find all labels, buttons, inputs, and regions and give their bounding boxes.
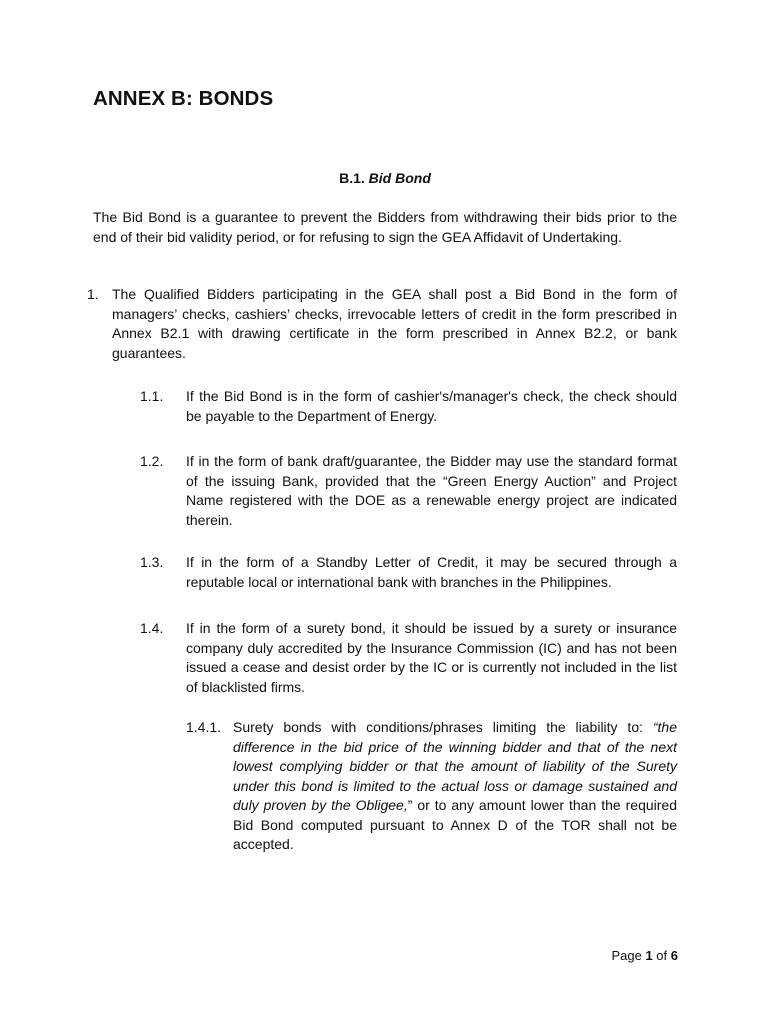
page-sep: of bbox=[656, 948, 668, 963]
page-total: 6 bbox=[670, 948, 678, 963]
subitem-1-4-1-text bbox=[233, 718, 677, 855]
item-1-text: The Qualified Bidders participating in the GEA shall post a Bid Bond in the form of managers’ checks, cashiers’ checks, irrevocable letters of credit in the form prescribed in Annex B2.1 with drawing certificate in the form prescribed in Annex B2.2, or bank guarantees. bbox=[112, 286, 677, 361]
subitem-1-2-number: 1.2. bbox=[140, 453, 164, 469]
subitem-1-2-text: If in the form of bank draft/guarantee, the Bidder may use the standard format of the issuing Bank, provided that the “Green Energy Auction” and Project Name registered with the DOE as a renewable energy project are indicated therein. bbox=[186, 453, 677, 528]
page-footer bbox=[611, 948, 678, 963]
subitem-1-4-1-number: 1.4.1. bbox=[186, 719, 222, 735]
subitem-1-4-1-quote: “the difference in the bid price of the winning bidder and that of the next lowest complying bidder or that the amount of liability of the Surety under this bond is limited to the actual loss or damage sustained and duly proven by the Obligee, bbox=[233, 719, 677, 813]
subitem-1-1-number: 1.1. bbox=[140, 388, 164, 404]
section-title bbox=[0, 170, 770, 186]
intro-paragraph: The Bid Bond is a guarantee to prevent the Bidders from withdrawing their bids prior to the end of their bid validity period, or for refusing to sign the GEA Affidavit of Undertaking. bbox=[93, 209, 677, 245]
subitem-1-4-1-text-before: Surety bonds with conditions/phrases limiting the liability to: bbox=[233, 719, 653, 735]
subitem-1-3-number: 1.3. bbox=[140, 554, 164, 570]
item-1-number: 1. bbox=[87, 286, 99, 302]
section-number: B.1. bbox=[339, 170, 365, 186]
subitem-1-3-text: If in the form of a Standby Letter of Credit, it may be secured through a reputable local or international bank with branches in the Philippines. bbox=[186, 554, 677, 590]
section-title-text: Bid Bond bbox=[368, 170, 431, 186]
subitem-1-4-text: If in the form of a surety bond, it should be issued by a surety or insurance company duly accredited by the Insurance Commission (IC) and has not been issued a cease and desist order by the IC or is currently not included in the list of blacklisted firms. bbox=[186, 620, 677, 695]
subitem-1-1-text: If the Bid Bond is in the form of cashier's/manager's check, the check should be payable to the Department of Energy. bbox=[186, 388, 677, 424]
annex-heading: ANNEX B: BONDS bbox=[93, 87, 274, 110]
page-label: Page bbox=[611, 948, 642, 963]
page-current: 1 bbox=[645, 948, 653, 963]
subitem-1-4-number: 1.4. bbox=[140, 620, 164, 636]
subitem-1-4-1-text-after: ” or to any amount lower than the required Bid Bond computed pursuant to Annex D of the TOR shall not be accepted. bbox=[233, 797, 677, 852]
